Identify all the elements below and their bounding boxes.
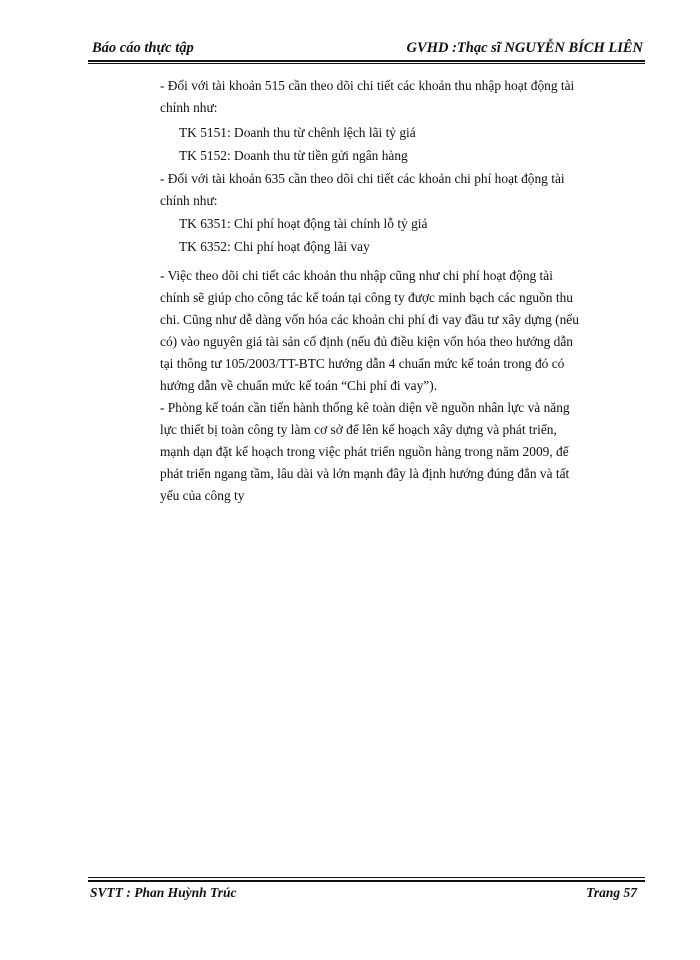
header-report-title: Báo cáo thực tập (92, 40, 194, 56)
paragraph-4-line: - Phòng kế toán cần tiến hành thống kê toàn diện về nguồn nhân lực và năng (160, 400, 570, 415)
page-header (88, 38, 645, 58)
paragraph-3-line: chính sẽ giúp cho công tác kế toán tại công ty được minh bạch các nguồn thu (160, 290, 573, 305)
footer-rule-thin (88, 877, 645, 878)
paragraph-2-line: - Đối với tài khoản 635 cần theo dõi chi tiết các khoản chi phí hoạt động tài (160, 171, 565, 186)
paragraph-4-line: mạnh dạn đặt kế hoạch trong việc phát triển nguồn hàng trong năm 2009, để (160, 444, 569, 459)
paragraph-4-line: yếu của công ty (160, 488, 245, 503)
paragraph-4-line: phát triển ngang tầm, lâu dài và lớn mạnh đây là định hướng đúng đắn và tất (160, 466, 570, 481)
paragraph-1-line: chính như: (160, 100, 218, 115)
account-item: TK 6351: Chi phí hoạt động tài chính lỗ tỷ giá (179, 216, 428, 231)
paragraph-3-line: chi. Cũng như dễ dàng vốn hóa các khoản chi phí đi vay đầu tư xây dựng (nếu (160, 312, 579, 327)
paragraph-3-line: có) vào nguyên giá tài sản cố định (nếu đủ điều kiện vốn hóa theo hướng dẫn (160, 334, 573, 349)
page-number: Trang 57 (586, 885, 637, 900)
page-footer (88, 884, 645, 904)
header-rule-thin (88, 63, 645, 64)
paragraph-4-line: lực thiết bị toàn công ty làm cơ sở để lên kế hoạch xây dựng và phát triển, (160, 422, 557, 437)
paragraph-3-line: tại thông tư 105/2003/TT-BTC hướng dẫn 4 chuẩn mức kế toán trong đó có (160, 356, 565, 371)
account-item: TK 5151: Doanh thu từ chênh lệch lãi tỷ giá (179, 125, 416, 140)
paragraph-2-line: chính như: (160, 193, 218, 208)
header-rule-thick (88, 60, 645, 62)
footer-student: SVTT : Phan Huỳnh Trúc (90, 885, 237, 900)
paragraph-1-line: - Đối với tài khoản 515 cần theo dõi chi tiết các khoản thu nhập hoạt động tài (160, 78, 575, 93)
account-item: TK 6352: Chi phí hoạt động lãi vay (179, 239, 370, 254)
footer-rule-thick (88, 880, 645, 882)
paragraph-3-line: hướng dẫn về chuẩn mức kế toán “Chi phí đi vay”). (160, 378, 438, 393)
account-item: TK 5152: Doanh thu từ tiền gửi ngân hàng (179, 148, 408, 163)
header-supervisor: GVHD :Thạc sĩ NGUYỄN BÍCH LIÊN (406, 40, 643, 56)
paragraph-3-line: - Việc theo dõi chi tiết các khoản thu nhập cũng như chi phí hoạt động tài (160, 268, 553, 283)
